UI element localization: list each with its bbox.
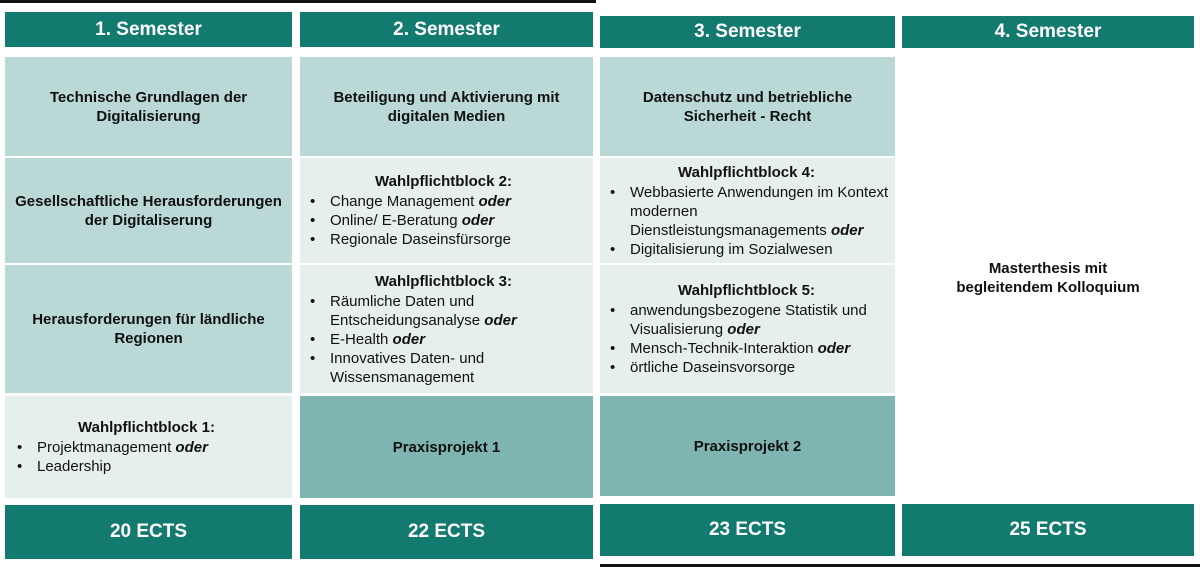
option-item: • Mensch-Technik-Interaktion oder: [604, 339, 889, 358]
semester-1-ects: 20 ECTS: [5, 505, 292, 559]
semester-3-ects: 23 ECTS: [600, 504, 895, 556]
semester-2-ects: 22 ECTS: [300, 505, 593, 559]
module-beteiligung-aktivierung: [300, 57, 593, 156]
semester-4-header: 4. Semester: [902, 16, 1194, 48]
wahlpflichtblock-title: Wahlpflichtblock 3:: [375, 272, 512, 290]
praxisprojekt-2: [600, 396, 895, 496]
option-item: • Webbasierte Anwendungen im Kontext modernen Dienstleistungsmanagements oder: [604, 183, 889, 240]
wahlpflichtblock-title: Wahlpflichtblock 1:: [78, 419, 215, 436]
option-list: [604, 183, 889, 259]
semester-3-column: [600, 0, 895, 567]
semester-4-column: [902, 0, 1194, 567]
module-gesellschaftliche-herausforderungen: [5, 158, 292, 263]
semester-1-header: 1. Semester: [5, 12, 292, 47]
semester-2-header: 2. Semester: [300, 12, 593, 47]
option-item: • örtliche Daseinsvorsorge: [604, 358, 889, 377]
option-item: • Change Management oder: [304, 192, 583, 211]
wahlpflichtblock-1: [5, 396, 292, 498]
wahlpflichtblock-title: Wahlpflichtblock 5:: [678, 282, 815, 299]
wahlpflichtblock-4: [600, 158, 895, 263]
semester-2-column: [300, 0, 593, 567]
module-title: Herausforderungen für ländliche Regionen: [32, 311, 265, 347]
praxisprojekt-1: [300, 396, 593, 498]
wahlpflichtblock-3: [300, 265, 593, 393]
semester-1-column: [5, 0, 292, 567]
module-title: Gesellschaftliche Herausforderungen der Digitaliserung: [15, 192, 282, 229]
option-item: • Innovatives Daten- und Wissensmanagement: [304, 349, 583, 387]
option-item: • E-Health oder: [304, 330, 583, 349]
thesis-title: Masterthesis mit begleitendem Kolloquium: [956, 259, 1140, 296]
wahlpflichtblock-title: Wahlpflichtblock 2:: [375, 173, 512, 190]
option-item: • Projektmanagement oder: [11, 438, 282, 457]
option-item: • Digitalisierung im Sozialwesen: [604, 240, 889, 259]
option-item: • Online/ E-Beratung oder: [304, 211, 583, 230]
option-list: [304, 292, 583, 387]
module-technische-grundlagen: [5, 57, 292, 156]
semester-3-header: 3. Semester: [600, 16, 895, 48]
option-item: • Räumliche Daten und Entscheidungsanalyse oder: [304, 292, 583, 330]
option-item: • Regionale Daseinsfürsorge: [304, 230, 583, 249]
project-title: Praxisprojekt 2: [693, 437, 802, 455]
option-list: [604, 301, 889, 377]
option-item: • Leadership: [11, 457, 282, 476]
option-list: [304, 192, 583, 249]
module-title: Datenschutz und betriebliche Sicherheit - Recht: [642, 88, 853, 125]
option-list: [11, 438, 282, 476]
masterthesis-block: [902, 57, 1194, 498]
module-title: Beteiligung und Aktivierung mit digitalen Medien: [333, 88, 560, 125]
module-datenschutz: [600, 57, 895, 156]
project-title: Praxisprojekt 1: [392, 438, 501, 456]
module-laendliche-regionen: [5, 265, 292, 393]
wahlpflichtblock-5: [600, 265, 895, 393]
semester-4-ects: 25 ECTS: [902, 504, 1194, 556]
wahlpflichtblock-title: Wahlpflichtblock 4:: [678, 163, 815, 181]
option-item: • anwendungsbezogene Statistik und Visualisierung oder: [604, 301, 889, 339]
wahlpflichtblock-2: [300, 158, 593, 263]
module-title: Technische Grundlagen der Digitalisierung: [49, 88, 248, 125]
